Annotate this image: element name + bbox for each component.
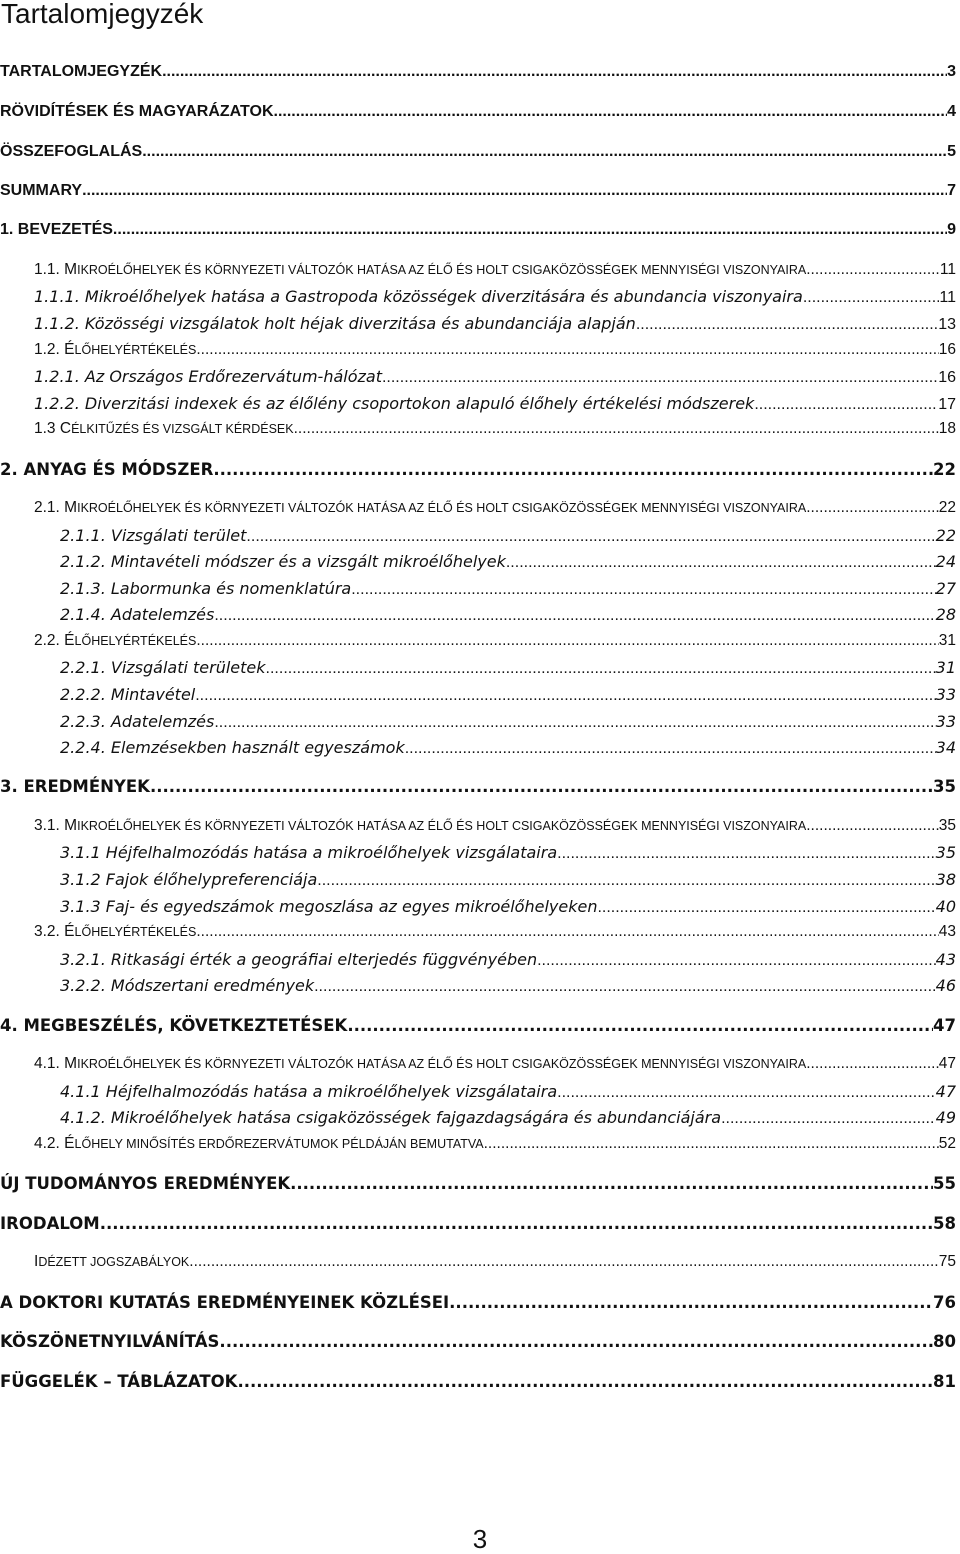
toc-entry-label: 2.2.2. Mintavétel bbox=[60, 685, 196, 704]
toc-entry-page: 22 bbox=[935, 526, 956, 545]
toc-entry-page: 22 bbox=[933, 460, 956, 479]
toc-entry-number: 4.1. bbox=[34, 1055, 65, 1072]
toc-entry-smallcaps: LŐHELYÉRTÉKELÉS bbox=[74, 634, 197, 648]
toc-entry[interactable] bbox=[60, 579, 956, 603]
toc-entry[interactable] bbox=[60, 552, 956, 576]
toc-entry-label: 2. ANYAG ÉS MÓDSZER bbox=[0, 460, 214, 479]
toc-entry-page: 17 bbox=[938, 396, 956, 413]
toc-entry-label: 1.1.1. Mikroélőhelyek hatása a Gastropoda közösségek diverzitására és abundancia viszonyaira bbox=[34, 287, 803, 306]
toc-leader bbox=[806, 1055, 939, 1073]
toc-entry[interactable] bbox=[0, 103, 956, 127]
toc-leader bbox=[405, 740, 936, 758]
toc-entry-label: 2.1.3. Labormunka és nomenklatúra bbox=[60, 579, 352, 598]
toc-entry-page: 31 bbox=[935, 658, 956, 677]
toc-entry-label: 3.1.1 Héjfelhalmozódás hatása a mikroélőhelyek vizsgálataira bbox=[60, 843, 558, 862]
toc-entry[interactable] bbox=[0, 1174, 956, 1198]
toc-entry-page: 5 bbox=[947, 143, 956, 160]
toc-entry[interactable] bbox=[60, 685, 956, 709]
toc-entry-smallcaps: IKROÉLŐHELYEK ÉS KÖRNYEZETI VÁLTOZÓK HATÁSA AZ ÉLŐ ÉS HOLT CSIGAKÖZÖSSÉGEK MENNYISÉGI VISZONYAIRA bbox=[77, 819, 807, 833]
toc-entry-label: KÖSZÖNETNYILVÁNÍTÁS bbox=[0, 1332, 220, 1351]
toc-leader bbox=[537, 952, 936, 970]
toc-entry-page: 47 bbox=[935, 1082, 956, 1101]
toc-entry[interactable] bbox=[60, 897, 956, 921]
toc-entry[interactable] bbox=[0, 1214, 956, 1238]
toc-entry-number: 3.1. bbox=[34, 817, 65, 834]
toc-entry[interactable] bbox=[34, 1253, 956, 1277]
toc-entry-page: 16 bbox=[938, 341, 956, 358]
toc-entry-number: 4.2. bbox=[34, 1135, 65, 1152]
toc-entry-page: 35 bbox=[935, 843, 956, 862]
toc-entry-page: 3 bbox=[947, 63, 956, 80]
toc-entry-label: 3.2.2. Módszertani eredmények bbox=[60, 976, 315, 995]
toc-entry-label: 4.1.1 Héjfelhalmozódás hatása a mikroélőhelyek vizsgálataira bbox=[60, 1082, 558, 1101]
toc-entry-label: 2.1.4. Adatelemzés bbox=[60, 605, 215, 624]
toc-leader bbox=[597, 899, 935, 917]
toc-entry-page: 75 bbox=[938, 1253, 956, 1270]
toc-entry-number: 1.3 bbox=[34, 420, 60, 437]
toc-entry-label: 3.2.1. Ritkasági érték a geográfiai elterjedés függvényében bbox=[60, 950, 538, 969]
toc-entry[interactable] bbox=[0, 63, 956, 87]
toc-entry-number: 1.2. bbox=[34, 341, 65, 358]
toc-entry[interactable] bbox=[34, 420, 956, 444]
toc-entry[interactable] bbox=[0, 143, 956, 167]
toc-entry-page: 13 bbox=[938, 316, 956, 333]
toc-entry-label: 1.1.2. Közösségi vizsgálatok holt héjak diverzitása és abundanciája alapján bbox=[34, 314, 636, 333]
toc-entry[interactable] bbox=[60, 712, 956, 736]
toc-entry-label: A DOKTORI KUTATÁS EREDMÉNYEINEK KÖZLÉSEI bbox=[0, 1293, 450, 1312]
toc-leader bbox=[142, 143, 947, 161]
toc-entry-smallcaps: LŐHELYÉRTÉKELÉS bbox=[74, 925, 197, 939]
toc-entry-page: 22 bbox=[938, 499, 956, 516]
toc-entry[interactable] bbox=[34, 923, 956, 947]
toc-entry-label bbox=[34, 420, 294, 438]
toc-entry[interactable] bbox=[60, 605, 956, 629]
toc-entry-label: 2.2.1. Vizsgálati területek bbox=[60, 658, 266, 677]
toc-entry-initial: É bbox=[64, 341, 75, 358]
toc-entry-page: 47 bbox=[938, 1055, 956, 1072]
toc-entry-label: RÖVIDÍTÉSEK ÉS MAGYARÁZATOK bbox=[0, 103, 274, 120]
toc-leader bbox=[246, 528, 935, 546]
toc-entry-smallcaps: IKROÉLŐHELYEK ÉS KÖRNYEZETI VÁLTOZÓK HATÁSA AZ ÉLŐ ÉS HOLT CSIGAKÖZÖSSÉGEK MENNYISÉGI VISZONYAIRA bbox=[77, 501, 807, 515]
toc-entry-smallcaps: LŐHELY MINŐSÍTÉS ERDŐREZERVÁTUMOK PÉLDÁJÁN BEMUTATVA bbox=[74, 1137, 484, 1151]
toc-entry-smallcaps: IKROÉLŐHELYEK ÉS KÖRNYEZETI VÁLTOZÓK HATÁSA AZ ÉLŐ ÉS HOLT CSIGAKÖZÖSSÉGEK MENNYISÉGI VISZONYAIRA bbox=[77, 1057, 807, 1071]
toc-leader bbox=[806, 261, 940, 279]
toc-leader bbox=[803, 289, 940, 307]
toc-entry-page: 28 bbox=[935, 605, 956, 624]
toc-entry-smallcaps: ÉLKITŰZÉS ÉS VIZSGÁLT KÉRDÉSEK bbox=[71, 422, 294, 436]
toc-entry-page: 80 bbox=[933, 1332, 956, 1351]
toc-leader bbox=[113, 221, 947, 239]
toc-entry-page: 24 bbox=[935, 552, 956, 571]
toc-entry[interactable] bbox=[0, 221, 956, 245]
toc-entry-page: 27 bbox=[935, 579, 956, 598]
toc-entry-page: 58 bbox=[933, 1214, 956, 1233]
toc-leader bbox=[294, 420, 939, 438]
toc-entry[interactable] bbox=[60, 976, 956, 1000]
toc-entry[interactable] bbox=[34, 314, 956, 338]
toc-entry-label: 4. MEGBESZÉLÉS, KÖVETKEZTETÉSEK bbox=[0, 1016, 348, 1035]
toc-entry[interactable] bbox=[34, 261, 956, 285]
toc-entry[interactable] bbox=[60, 526, 956, 550]
toc-entry-label bbox=[34, 1253, 189, 1271]
toc-entry-page: 49 bbox=[935, 1108, 956, 1127]
toc-leader bbox=[382, 369, 938, 387]
toc-leader bbox=[195, 687, 935, 705]
toc-entry-label bbox=[34, 261, 806, 279]
toc-entry[interactable] bbox=[34, 367, 956, 391]
toc-entry-label: 1.2.2. Diverzitási indexek és az élőlény csoportokon alapuló élőhely értékelési módszerek bbox=[34, 394, 755, 413]
toc-leader bbox=[506, 554, 936, 572]
toc-leader bbox=[351, 581, 935, 599]
toc-entry-page: 16 bbox=[938, 369, 956, 386]
toc-entry-initial: É bbox=[64, 1135, 75, 1152]
toc-leader bbox=[754, 396, 938, 414]
toc-entry-page: 11 bbox=[939, 289, 956, 306]
toc-entry-page: 7 bbox=[947, 182, 956, 199]
toc-entry-page: 55 bbox=[933, 1174, 956, 1193]
toc-entry-initial: C bbox=[59, 420, 72, 437]
toc-leader bbox=[214, 607, 935, 625]
toc-leader bbox=[314, 978, 936, 996]
toc-leader bbox=[317, 872, 935, 890]
toc-entry-page: 81 bbox=[933, 1372, 956, 1391]
toc-entry[interactable] bbox=[34, 287, 956, 311]
toc-entry-label: IRODALOM bbox=[0, 1214, 100, 1233]
toc-entry[interactable] bbox=[0, 1016, 956, 1040]
toc-entry-page: 35 bbox=[938, 817, 956, 834]
toc-leader bbox=[237, 1372, 933, 1391]
toc-entry[interactable] bbox=[60, 843, 956, 867]
toc-entry-label: 2.1.2. Mintavételi módszer és a vizsgált mikroélőhelyek bbox=[60, 552, 506, 571]
toc-entry[interactable] bbox=[34, 394, 956, 418]
toc-leader bbox=[213, 460, 933, 479]
toc-leader bbox=[162, 63, 947, 81]
toc-leader bbox=[189, 1253, 938, 1271]
toc-leader bbox=[806, 499, 939, 517]
toc-leader bbox=[196, 341, 938, 359]
toc-entry-label: 3. EREDMÉNYEK bbox=[0, 777, 150, 796]
toc-leader bbox=[196, 923, 938, 941]
toc-entry-page: 18 bbox=[938, 420, 956, 437]
toc-leader bbox=[557, 1084, 936, 1102]
toc-leader bbox=[721, 1110, 936, 1128]
toc-entry-label bbox=[34, 1135, 484, 1153]
toc-entry-page: 52 bbox=[938, 1135, 956, 1152]
toc-entry-label: 3.1.3 Faj- és egyedszámok megoszlása az egyes mikroélőhelyeken bbox=[60, 897, 598, 916]
toc-entry-page: 31 bbox=[938, 632, 956, 649]
toc-leader bbox=[82, 182, 947, 200]
toc-leader bbox=[196, 632, 938, 650]
toc-entry-label: ÚJ TUDOMÁNYOS EREDMÉNYEK bbox=[0, 1174, 291, 1193]
toc-entry-page: 35 bbox=[933, 777, 956, 796]
toc-entry-label bbox=[34, 1055, 806, 1073]
page-title: Tartalomjegyzék bbox=[1, 0, 204, 29]
toc-entry-label: TARTALOMJEGYZÉK bbox=[0, 63, 163, 80]
toc-entry-initial: M bbox=[64, 817, 78, 834]
toc-entry-page: 9 bbox=[947, 221, 956, 238]
toc-entry-label: 1. BEVEZETÉS bbox=[0, 221, 113, 238]
toc-leader bbox=[100, 1214, 933, 1233]
toc-entry-initial: M bbox=[64, 261, 78, 278]
toc-entry[interactable] bbox=[60, 738, 956, 762]
toc-entry-initial: M bbox=[64, 1055, 78, 1072]
toc-entry-label: 2.2.4. Elemzésekben használt egyeszámok bbox=[60, 738, 405, 757]
toc-entry[interactable] bbox=[34, 1055, 956, 1079]
toc-entry-label bbox=[34, 499, 806, 517]
toc-entry[interactable] bbox=[0, 1372, 956, 1396]
toc-entry-number: 3.2. bbox=[34, 923, 65, 940]
toc-entry-page: 43 bbox=[935, 950, 956, 969]
toc-leader bbox=[449, 1293, 933, 1312]
toc-entry-label: 3.1.2 Fajok élőhelypreferenciája bbox=[60, 870, 318, 889]
toc-entry-page: 38 bbox=[935, 870, 956, 889]
toc-entry-number: 2.1. bbox=[34, 499, 65, 516]
toc-entry-label bbox=[34, 923, 196, 941]
toc-leader bbox=[266, 660, 936, 678]
toc-leader bbox=[219, 1332, 933, 1351]
toc-entry[interactable] bbox=[0, 777, 956, 801]
toc-entry-label: 2.2.3. Adatelemzés bbox=[60, 712, 215, 731]
toc-entry[interactable] bbox=[0, 1332, 956, 1356]
toc-leader bbox=[290, 1174, 933, 1193]
toc-entry[interactable] bbox=[0, 1293, 956, 1317]
toc-entry-page: 43 bbox=[938, 923, 956, 940]
toc-leader bbox=[150, 777, 933, 796]
toc-entry-label: 1.2.1. Az Országos Erdőrezervátum-hálózat bbox=[34, 367, 382, 386]
toc-entry-initial: É bbox=[64, 923, 75, 940]
toc-leader bbox=[636, 316, 938, 334]
toc-leader bbox=[214, 714, 935, 732]
toc-entry-label: ÖSSZEFOGLALÁS bbox=[0, 143, 143, 160]
toc-entry-label: 2.1.1. Vizsgálati terület bbox=[60, 526, 247, 545]
toc-entry[interactable] bbox=[60, 1082, 956, 1106]
toc-entry[interactable] bbox=[0, 460, 956, 484]
toc-entry[interactable] bbox=[60, 870, 956, 894]
toc-entry-initial: É bbox=[64, 632, 75, 649]
toc-entry-page: 40 bbox=[935, 897, 956, 916]
toc-entry-page: 76 bbox=[933, 1293, 956, 1312]
toc-leader bbox=[274, 103, 948, 121]
toc-entry-page: 33 bbox=[935, 712, 956, 731]
toc-entry-number: 1.1. bbox=[34, 261, 65, 278]
toc-entry-page: 11 bbox=[939, 261, 956, 278]
toc-entry-initial: M bbox=[64, 499, 78, 516]
toc-entry-initial: I bbox=[34, 1253, 39, 1270]
toc-entry[interactable] bbox=[34, 341, 956, 365]
toc-entry[interactable] bbox=[34, 817, 956, 841]
toc-entry-label: 4.1.2. Mikroélőhelyek hatása csigaközösségek fajgazdagságára és abundanciájára bbox=[60, 1108, 722, 1127]
toc-entry[interactable] bbox=[34, 632, 956, 656]
toc-entry-label: FÜGGELÉK – TÁBLÁZATOK bbox=[0, 1372, 238, 1391]
toc-leader bbox=[806, 817, 939, 835]
toc-entry-page: 4 bbox=[947, 103, 956, 120]
toc-entry-page: 47 bbox=[933, 1016, 956, 1035]
toc-leader bbox=[557, 845, 936, 863]
toc-entry-page: 34 bbox=[935, 738, 956, 757]
toc-entry-smallcaps: DÉZETT JOGSZABÁLYOK bbox=[38, 1255, 190, 1269]
page-number: 3 bbox=[472, 1524, 488, 1554]
toc-entry-smallcaps: LŐHELYÉRTÉKELÉS bbox=[74, 343, 197, 357]
toc-entry[interactable] bbox=[60, 1108, 956, 1132]
toc-entry-page: 46 bbox=[935, 976, 956, 995]
toc-entry-number: 2.2. bbox=[34, 632, 65, 649]
toc-entry[interactable] bbox=[60, 658, 956, 682]
toc-entry[interactable] bbox=[60, 950, 956, 974]
toc-entry[interactable] bbox=[34, 499, 956, 523]
toc-entry-label bbox=[34, 632, 196, 650]
toc-entry-smallcaps: IKROÉLŐHELYEK ÉS KÖRNYEZETI VÁLTOZÓK HATÁSA AZ ÉLŐ ÉS HOLT CSIGAKÖZÖSSÉGEK MENNYISÉGI VISZONYAIRA bbox=[77, 263, 807, 277]
toc-entry-page: 33 bbox=[935, 685, 956, 704]
toc-entry[interactable] bbox=[34, 1135, 956, 1159]
toc-entry-label bbox=[34, 341, 196, 359]
toc-leader bbox=[347, 1016, 933, 1035]
toc-entry-label: SUMMARY bbox=[0, 182, 83, 199]
toc-entry-label bbox=[34, 817, 806, 835]
toc-entry[interactable] bbox=[0, 182, 956, 206]
toc-leader bbox=[484, 1135, 939, 1153]
